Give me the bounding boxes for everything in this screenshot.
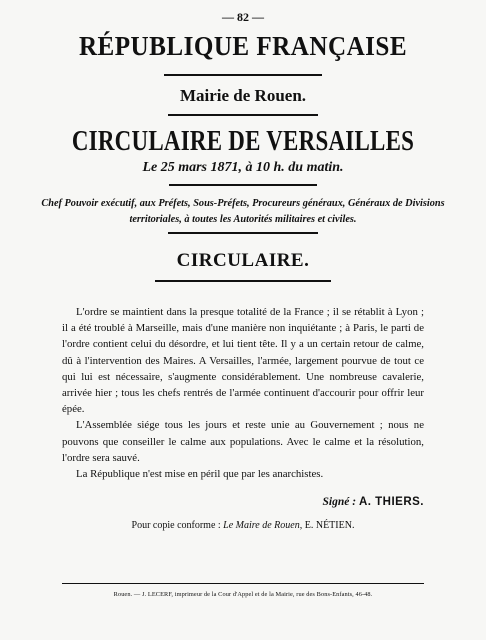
copy-role: Le Maire de Rouen,	[223, 520, 303, 532]
date-rule	[169, 184, 317, 186]
circular-main-title: CIRCULAIRE DE VERSAILLES	[71, 126, 415, 157]
footer-rule	[62, 583, 424, 584]
addressee-rule	[168, 232, 318, 234]
section-title: CIRCULAIRE.	[176, 250, 310, 271]
addressee-line: Chef Pouvoir exécutif, aux Préfets, Sous-Préfets, Procureurs généraux, Généraux de Divisions territoriales, à toutes les Autorités militaires et civiles.	[41, 198, 445, 225]
mairie-heading: Mairie de Rouen.	[179, 86, 307, 105]
dateline: Le 25 mars 1871, à 10 h. du matin.	[142, 160, 344, 175]
paragraph: L'ordre se maintient dans la presque totalité de la France ; il se rétablit à Lyon ; il a été troublé à Marseille, mais d'une manière non inquiétante ; à Paris, le parti de l'ordre contient celui du désordre, et lui tient tête. Il y a un certain retour de calme, dû à l'intervention des Maires. A Versailles, l'armée, largement pourvue de tout ce qui lui est nécessaire, s'augmente considérablement. Une nombreuse cavalerie, arrivée hier ; tous les chefs rentrés de l'armée continuent d'accourir pour offrir leur épée.	[62, 306, 424, 416]
title-rule	[164, 74, 322, 76]
paragraph: L'Assemblée siége tous les jours et reste unie au Gouvernement ; nous ne pouvons que conseiller le calme aux populations. Avec le calme et la résolution, l'ordre sera sauvé.	[62, 419, 424, 464]
signature-name: A. THIERS.	[358, 496, 424, 509]
copy-name: E. NÉTIEN.	[304, 520, 355, 532]
circular-body	[62, 304, 424, 482]
copy-conforme-line	[0, 520, 486, 531]
copy-prefix: Pour copie conforme :	[131, 520, 221, 532]
paragraph: La République n'est mise en péril que par les anarchistes.	[76, 468, 324, 481]
signature-label: Signé :	[322, 496, 357, 509]
republic-title: RÉPUBLIQUE FRANÇAISE	[78, 31, 408, 61]
printer-imprint: Rouen. — J. LECERF, imprimeur de la Cour d'Appel et de la Mairie, rue des Bons-Enfants, 46-48.	[113, 591, 373, 598]
mairie-rule	[168, 114, 318, 116]
page-number: — 82 —	[222, 10, 264, 24]
section-rule	[155, 280, 331, 282]
signature-line	[0, 496, 424, 508]
